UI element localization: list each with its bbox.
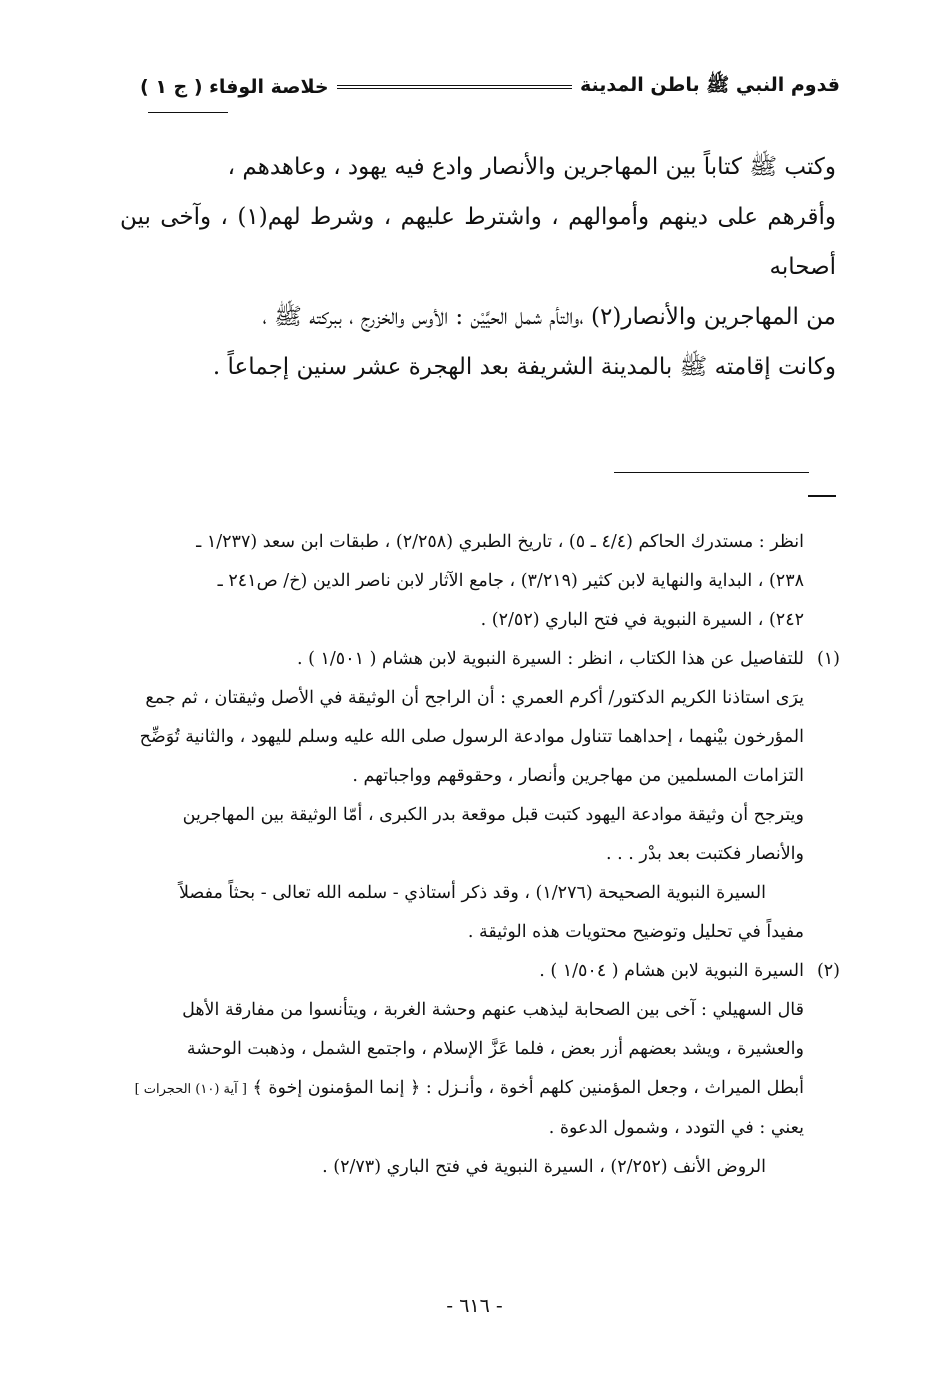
footnote-line xyxy=(124,1069,840,1109)
footnote-line: قال السهيلي : آخى بين الصحابة ليذهب عنهم وحشة الغربة ، ويتأنسوا من مفارقة الأهل xyxy=(182,1000,804,1020)
footnote-line: ويترجح أن وثيقة موادعة اليهود كتبت قبل موقعة بدر الكبرى ، أمّا الوثيقة بين المهاجرين xyxy=(182,805,804,825)
page-number: - ٦١٦ - xyxy=(446,1295,503,1317)
header-rule xyxy=(337,85,572,89)
main-line: وكانت إقامته ﷺ بالمدينة الشريفة بعد الهجرة عشر سنين إجماعاً . xyxy=(212,354,836,380)
footnote-dash xyxy=(808,495,836,497)
footnote-line: والأنصار فكتبت بعد بدْر . . . xyxy=(606,844,804,864)
header-chapter-title: قدوم النبي ﷺ باطن المدينة xyxy=(580,74,840,96)
footnote-line: ٢٤٢) ، السيرة النبوية في فتح الباري (٢/٥٢) . xyxy=(480,610,804,630)
footnote-line: يعني : في التودد ، وشمول الدعوة . xyxy=(548,1118,804,1138)
footnote-line-text: أبطل الميراث ، وجعل المؤمنين كلهم أخوة ، وأنـزل : ﴿ إنما المؤمنون إخوة ﴾ xyxy=(252,1078,804,1098)
main-line: من المهاجرين والأنصار(٢) ،والتأم شمل الحيَّيْن : الأوس والخزرج ، ببركته ﷺ ، xyxy=(262,304,836,330)
footnote-2 xyxy=(124,952,840,991)
footnote-separator xyxy=(614,472,809,473)
footnote-number: (١) xyxy=(816,649,840,669)
footnote-line: السيرة النبوية الصحيحة (١/٢٧٦) ، وقد ذكر أستاذي - سلمه الله تعالى - بحثاً مفصلاً xyxy=(178,883,766,903)
footnote-line: يرَى استاذنا الكريم الدكتور/ أكرم العمري : أن الراجح أن الوثيقة في الأصل وثيقتان ، ثم جمع xyxy=(145,688,804,708)
footnote-line: ٢٣٨) ، البداية والنهاية لابن كثير (٣/٢١٩) ، جامع الآثار لابن ناصر الدين (خ/ ص٢٤١ ـ xyxy=(217,571,804,591)
footnote-line: للتفاصيل عن هذا الكتاب ، انظر : السيرة النبوية لابن هشام ( ١/٥٠١ ) . xyxy=(297,649,804,669)
footnote-1 xyxy=(124,640,840,679)
running-header xyxy=(140,70,840,104)
footnote-line: والعشيرة ، ويشد بعضهم أزر بعض ، فلما عَزَّ الإسلام ، واجتمع الشمل ، وذهبت الوحشة xyxy=(186,1039,804,1059)
footnote-number: (٢) xyxy=(816,961,840,981)
footnote-line: المؤرخون بيْنهما ، إحداهما تتناول موادعة الرسول صلى الله عليه وسلم لليهود ، والثانية تُوَضِّح xyxy=(139,727,804,747)
header-book-title: خلاصة الوفاء ( ج ١ ) xyxy=(140,76,329,98)
main-text xyxy=(120,142,836,392)
main-line: وأقرهم على دينهم وأموالهم ، واشترط عليهم ، وشرط لهم(١) ، وآخى بين أصحابه xyxy=(120,204,836,280)
footnote-line: مفيداً في تحليل وتوضيح محتويات هذه الوثيقة . xyxy=(467,922,804,942)
footnote-line: التزامات المسلمين من مهاجرين وأنصار ، وحقوقهم وواجباتهم . xyxy=(352,766,804,786)
footnote-line: انظر : مستدرك الحاكم (٤/٤ ـ ٥) ، تاريخ الطبري (٢/٢٥٨) ، طبقات ابن سعد (١/٢٣٧ ـ xyxy=(196,532,804,552)
quran-reference: [ آية (١٠) الحجرات ] xyxy=(134,1082,247,1097)
footnote-line: السيرة النبوية لابن هشام ( ١/٥٠٤ ) . xyxy=(539,961,804,981)
footnote-line: الروض الأنف (٢/٢٥٢) ، السيرة النبوية في فتح الباري (٢/٧٣) . xyxy=(322,1157,766,1177)
footnotes xyxy=(124,523,840,1187)
main-line: وكتب ﷺ كتاباً بين المهاجرين والأنصار وادع فيه يهود ، وعاهدهم ، xyxy=(227,154,836,180)
header-sub-rule xyxy=(148,112,228,113)
